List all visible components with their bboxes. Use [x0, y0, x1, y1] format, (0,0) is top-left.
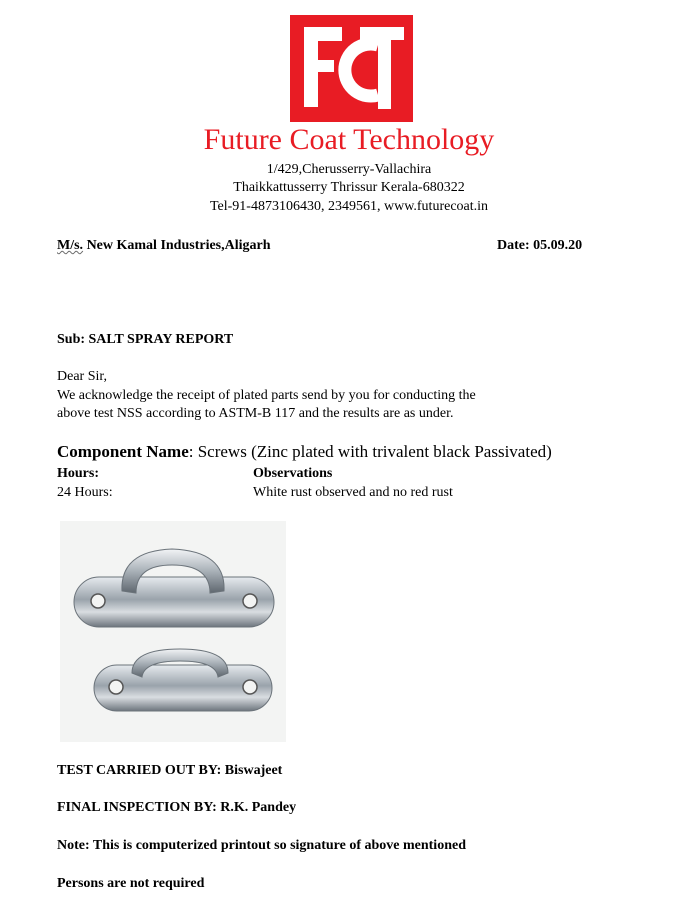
body-line-1: We acknowledge the receipt of plated parts send by you for conducting the — [57, 388, 476, 403]
body-line-2: above test NSS according to ASTM-B 117 and the results are as under. — [57, 406, 454, 421]
note-line-2: Persons are not required — [57, 876, 205, 891]
address-line-2: Thaikkattusserry Thrissur Kerala-680322 — [233, 180, 465, 195]
recipient — [57, 237, 271, 255]
component-label: Component Name — [57, 442, 189, 461]
result-observation: White rust observed and no red rust — [253, 485, 453, 500]
subject-line: Sub: SALT SPRAY REPORT — [57, 332, 234, 347]
report-date: Date: 05.09.20 — [497, 238, 583, 253]
address-line-1: 1/429,Cherusserry-Vallachira — [266, 162, 432, 177]
note-line-1: Note: This is computerized printout so signature of above mentioned — [57, 838, 466, 853]
company-logo — [290, 15, 413, 122]
result-hours: 24 Hours: — [57, 485, 113, 500]
observations-header: Observations — [253, 466, 333, 481]
recipient-name: New Kamal Industries,Aligarh — [83, 238, 271, 253]
logo-text — [413, 15, 414, 16]
clamp-parts-illustration — [60, 521, 286, 742]
tested-by: TEST CARRIED OUT BY: Biswajeet — [57, 763, 283, 778]
hours-header: Hours: — [57, 466, 99, 481]
contact-line: Tel-91-4873106430, 2349561, www.futurecoat.in — [209, 199, 489, 214]
component-value: : Screws (Zinc plated with trivalent black Passivated) — [188, 442, 552, 461]
recipient-prefix: M/s. — [57, 238, 84, 253]
salutation: Dear Sir, — [57, 369, 107, 384]
fct-logo-icon — [290, 15, 413, 122]
company-name: Future Coat Technology — [203, 123, 495, 156]
component-name — [57, 441, 552, 463]
inspected-by: FINAL INSPECTION BY: R.K. Pandey — [57, 800, 297, 815]
parts-photo — [60, 521, 286, 742]
